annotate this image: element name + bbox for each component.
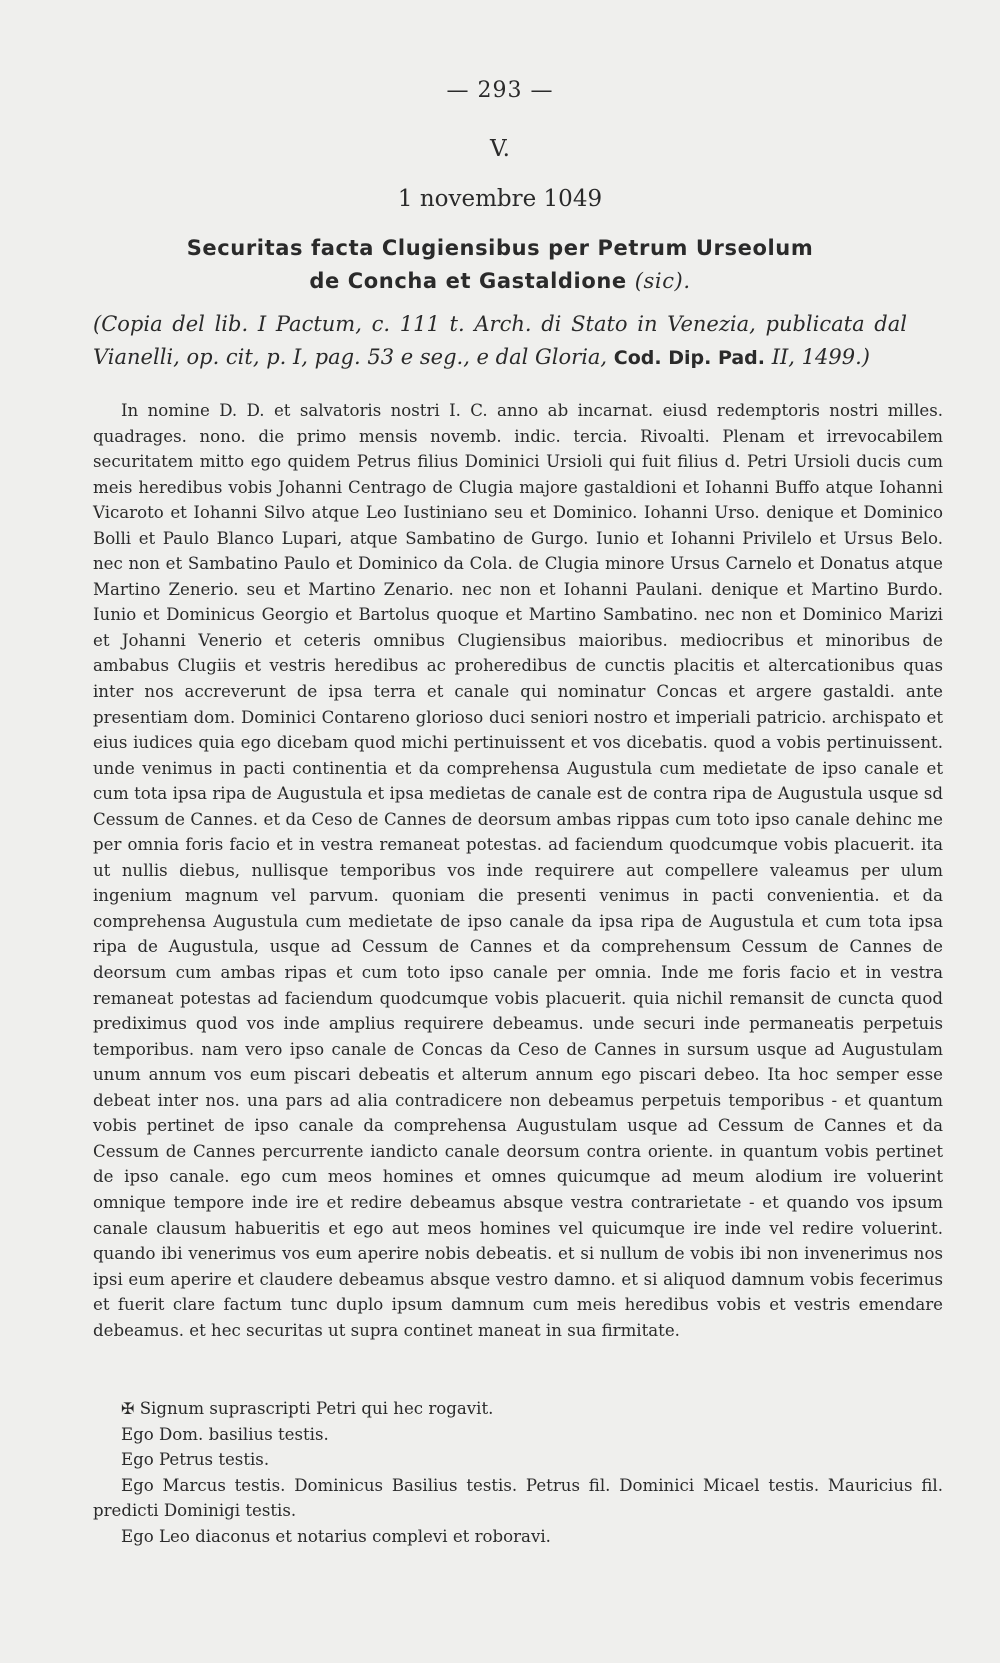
signature-petrus <box>93 1396 943 1422</box>
source-codex: Cod. Dip. Pad. <box>613 347 765 369</box>
source-end: II, 1499.) <box>771 345 870 369</box>
charter-text <box>93 398 943 1343</box>
source-text: (Copia del lib. I Pactum, c. 111 t. Arch. di Stato in Venezia, publicata dal Vianelli, op. cit, p. I, pag. 53 e seg., e dal Gloria, <box>93 312 907 369</box>
document-heading <box>0 232 1000 298</box>
heading-line-2 <box>0 265 1000 298</box>
heading-line-1: Securitas facta Clugiensibus per Petrum Urseolum <box>186 236 814 260</box>
page-number: — 293 — <box>446 78 554 103</box>
heading-line-2-text: de Concha et Gastaldione <box>309 269 627 293</box>
signature-petrus-testis: Ego Petrus testis. <box>121 1450 270 1469</box>
heading-sic: (sic). <box>634 269 691 293</box>
signature-basilius: Ego Dom. basilius testis. <box>121 1424 329 1444</box>
signature-notary: Ego Leo diaconus et notarius complevi et roboravi. <box>121 1526 551 1546</box>
document-date: 1 novembre 1049 <box>397 186 603 212</box>
source-citation <box>93 308 907 375</box>
cross-icon: ✠ <box>121 1399 135 1418</box>
signature-witnesses: Ego Marcus testis. Dominicus Basilius testis. Petrus fil. Dominici Micael testis. Mauricius fil. predicti Dominigi testis. <box>93 1475 943 1520</box>
document-number: V. <box>490 136 510 162</box>
charter-paragraph: In nomine D. D. et salvatoris nostri I. C. anno ab incarnat. eiusd redemptoris nostri milles. quadrages. nono. die primo mensis novemb. indic. tercia. Rivoalti. Plenam et irrevocabilem securitatem mitto ego quidem Petrus filius Dominici Ursioli qui fuit filius d. Petri Ursioli ducis cum meis heredibus vobis Johanni Centrago de Clugia majore gastaldioni et Iohanni Buffo atque Iohanni Vicaroto et Iohanni Silvo atque Leo Iustiniano seu et Dominico. Iohanni Urso. denique et Dominico Bolli et Paulo Blanco Lupari, atque Sambatino de Gurgo. Iunio et Iohanni Privilelo et Ursus Belo. nec non et Sambatino Paulo et Dominico da Cola. de Clugia minore Ursus Carnelo et Donatus atque Martino Zenerio. seu et Martino Zenario. nec non et Iohanni Paulani. denique et Martino Burdo. Iunio et Dominicus Georgio et Bartolus quoque et Martino Sambatino. nec non et Dominico Marizi et Johanni Venerio et ceteris omnibus Clugiensibus maioribus. mediocribus et minoribus de ambabus Clugiis et vestris heredibus ac proheredibus de cunctis placitis et altercationibus quas inter nos accreverunt de ipsa terra et canale qui nominatur Concas et argere gastaldi. ante presentiam dom. Dominici Contareno glorioso duci seniori nostro et imperiali patricio. archispato et eius iudices quia ego dicebam quod michi pertinuissent et vos dicebatis. quod a vobis pertinuissent. unde venimus in pacti continentia et da comprehensa Augustula cum medietate de ipso canale et cum tota ipsa ripa de Augustula et ipsa medietas de canale est de contra ripa de Augustula usque sd Cessum de Cannes. et da Ceso de Cannes de deorsum ambas rippas cum toto ipso canale dehinc me per omnia foris facio et in vestra remaneat potestas. ad faciendum quodcumque vobis placuerit. ita ut nullis diebus, nullisque temporibus vos inde requirere aut compellere valeamus per ulum ingenium magnum vel parvum. quoniam die presenti venimus in pacti convenientia. et da comprehensa Augustula cum medietate de ipso canale da ipsa ripa de Augustula et cum tota ipsa ripa de Augustula, usque ad Cessum de Cannes et da comprehensum Cessum de Cannes de deorsum cum ambas ripas et cum toto ipso canale per omnia. Inde me foris facio et in vestra remaneat potestas ad faciendum quodcumque vobis placuerit. quia nichil remansit de cuncta quod prediximus quod vos inde amplius requirere debeamus. unde securi inde permaneatis perpetuis temporibus. nam vero ipso canale de Concas da Ceso de Cannes in sursum usque ad Augustulam unum annum vos eum piscari debeatis et alterum annum ego piscari debeo. Ita hoc semper esse debeat inter nos. una pars ad alia contradicere non debeamus perpetuis temporibus - et quantum vobis pertinet de ipso canale da comprehensa Augustulam usque ad Cessum de Cannes et da Cessum de Cannes percurrente iandicto canale deorsum contra oriente. in quantum vobis pertinet de ipso canale. ego cum meos homines et omnes quicumque ad meum alodium ire voluerint omnique tempore inde ire et redire debeamus absque vestra contrarietate - et quando vos ipsum canale clausum habueritis et ego aut meos homines vel quicumque ire inde vel redire voluerint. quando ibi venerimus vos eum aperire nobis debeatis. et si nullum de vobis ibi non invenerimus nos ipsi eum aperire et claudere debeamus absque vestro damno. et si aliquod damnum vobis fecerimus et fuerit clare factum tunc duplo ipsum damnum cum meis heredibus vobis et vestris emendare debeamus. et hec securitas ut supra continet maneat in sua firmitate. <box>93 401 943 1340</box>
signature-petrus-text: Signum suprascripti Petri qui hec rogavit. <box>139 1399 494 1418</box>
signatures-block <box>93 1396 943 1549</box>
